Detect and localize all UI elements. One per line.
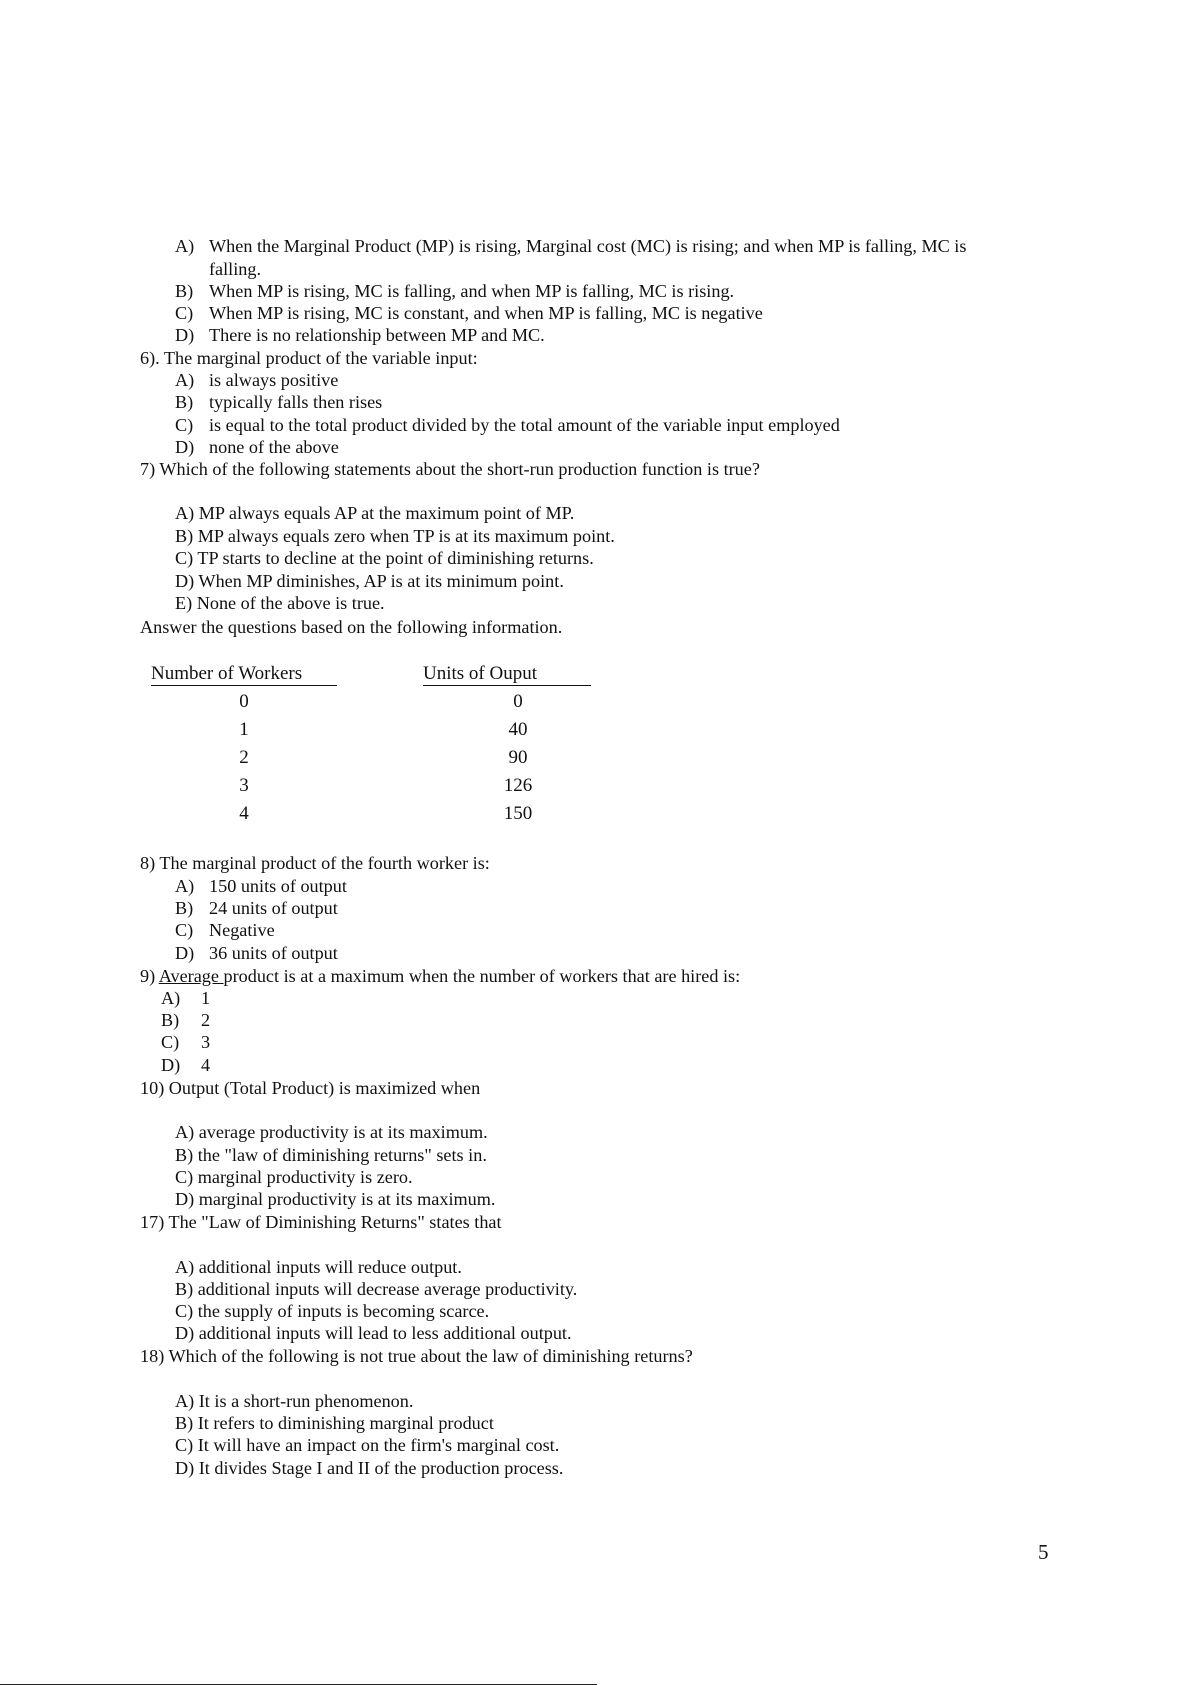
table-cell-workers: 4	[239, 803, 249, 824]
q7-option-b: B) MP always equals zero when TP is at its maximum point.	[175, 526, 615, 546]
option-text: 150 units of output	[209, 876, 347, 896]
option-letter: A)	[175, 876, 195, 896]
option-text: none of the above	[209, 437, 339, 457]
page-number: 5	[1038, 1540, 1049, 1564]
q18-question: 18) Which of the following is not true about the law of diminishing returns?	[140, 1346, 693, 1366]
option-text: typically falls then rises	[209, 392, 383, 412]
header-output: Units of Ouput	[423, 663, 591, 686]
q7-option-a: A) MP always equals AP at the maximum point of MP.	[175, 503, 575, 523]
option-letter: C)	[175, 415, 194, 435]
q10-question: 10) Output (Total Product) is maximized when	[140, 1078, 481, 1098]
option-letter: A)	[161, 988, 181, 1008]
option-letter: C)	[175, 303, 194, 323]
q9-number: 9)	[140, 966, 159, 986]
table-cell-output: 0	[513, 691, 523, 712]
option-text: 3	[201, 1032, 211, 1052]
option-text: When MP is rising, MC is falling, and when MP is falling, MC is rising.	[209, 281, 735, 301]
q17-option-c: C) the supply of inputs is becoming scarce.	[175, 1301, 490, 1321]
q18-option-b: B) It refers to diminishing marginal product	[175, 1413, 494, 1433]
q9-question-rest: product is at a maximum when the number of workers that are hired is:	[223, 966, 741, 986]
option-letter: A)	[175, 236, 195, 256]
option-text: There is no relationship between MP and MC.	[209, 325, 545, 345]
option-text: 36 units of output	[209, 943, 338, 963]
q10-option-b: B) the "law of diminishing returns" sets in.	[175, 1145, 487, 1165]
table-cell-workers: 2	[239, 747, 249, 768]
q17-option-d: D) additional inputs will lead to less additional output.	[175, 1323, 572, 1343]
info-intro: Answer the questions based on the following information.	[140, 617, 563, 637]
option-text: When the Marginal Product (MP) is rising, Marginal cost (MC) is rising; and when MP is falling, MC is	[209, 236, 967, 256]
q17-option-a: A) additional inputs will reduce output.	[175, 1257, 462, 1277]
q10-option-a: A) average productivity is at its maximum.	[175, 1122, 488, 1142]
option-letter: B)	[175, 898, 194, 918]
table-cell-workers: 1	[239, 719, 249, 740]
option-letter: D)	[175, 325, 195, 345]
option-letter: B)	[161, 1010, 180, 1030]
q6-question: 6). The marginal product of the variable input:	[140, 348, 478, 368]
q18-option-a: A) It is a short-run phenomenon.	[175, 1391, 414, 1411]
q18-option-c: C) It will have an impact on the firm's marginal cost.	[175, 1435, 560, 1455]
q7-question: 7) Which of the following statements about the short-run production function is true?	[140, 459, 760, 479]
q17-option-b: B) additional inputs will decrease average productivity.	[175, 1279, 578, 1299]
option-text: 24 units of output	[209, 898, 338, 918]
header-workers: Number of Workers	[151, 663, 337, 686]
q17-question: 17) The "Law of Diminishing Returns" states that	[140, 1212, 502, 1232]
q7-option-c: C) TP starts to decline at the point of diminishing returns.	[175, 548, 594, 568]
option-text: 4	[201, 1055, 211, 1075]
option-letter: B)	[175, 392, 194, 412]
option-letter: B)	[175, 281, 194, 301]
table-cell-workers: 0	[239, 691, 249, 712]
option-text: When MP is rising, MC is constant, and when MP is falling, MC is negative	[209, 303, 763, 323]
q8-question: 8) The marginal product of the fourth worker is:	[140, 853, 490, 873]
option-letter: D)	[161, 1055, 181, 1075]
option-letter: A)	[175, 370, 195, 390]
q10-option-c: C) marginal productivity is zero.	[175, 1167, 413, 1187]
table-cell-output: 126	[503, 775, 533, 796]
option-text: is equal to the total product divided by the total amount of the variable input employed	[209, 415, 840, 435]
option-text: is always positive	[209, 370, 339, 390]
option-text: 1	[201, 988, 211, 1008]
table-cell-workers: 3	[239, 775, 249, 796]
option-letter: C)	[175, 920, 194, 940]
table-cell-output: 40	[508, 719, 528, 740]
q7-option-e: E) None of the above is true.	[175, 593, 385, 613]
option-text-continued: falling.	[209, 259, 262, 279]
q9-question	[140, 965, 740, 987]
table-cell-output: 150	[503, 803, 533, 824]
q10-option-d: D) marginal productivity is at its maximum.	[175, 1189, 496, 1209]
q7-option-d: D) When MP diminishes, AP is at its minimum point.	[175, 571, 564, 591]
option-text: Negative	[209, 920, 275, 940]
option-letter: D)	[175, 943, 195, 963]
option-letter: C)	[161, 1032, 180, 1052]
q9-underlined-word: Average	[158, 966, 224, 986]
table-cell-output: 90	[508, 747, 528, 768]
q18-option-d: D) It divides Stage I and II of the production process.	[175, 1458, 564, 1478]
option-text: 2	[201, 1010, 211, 1030]
option-letter: D)	[175, 437, 195, 457]
